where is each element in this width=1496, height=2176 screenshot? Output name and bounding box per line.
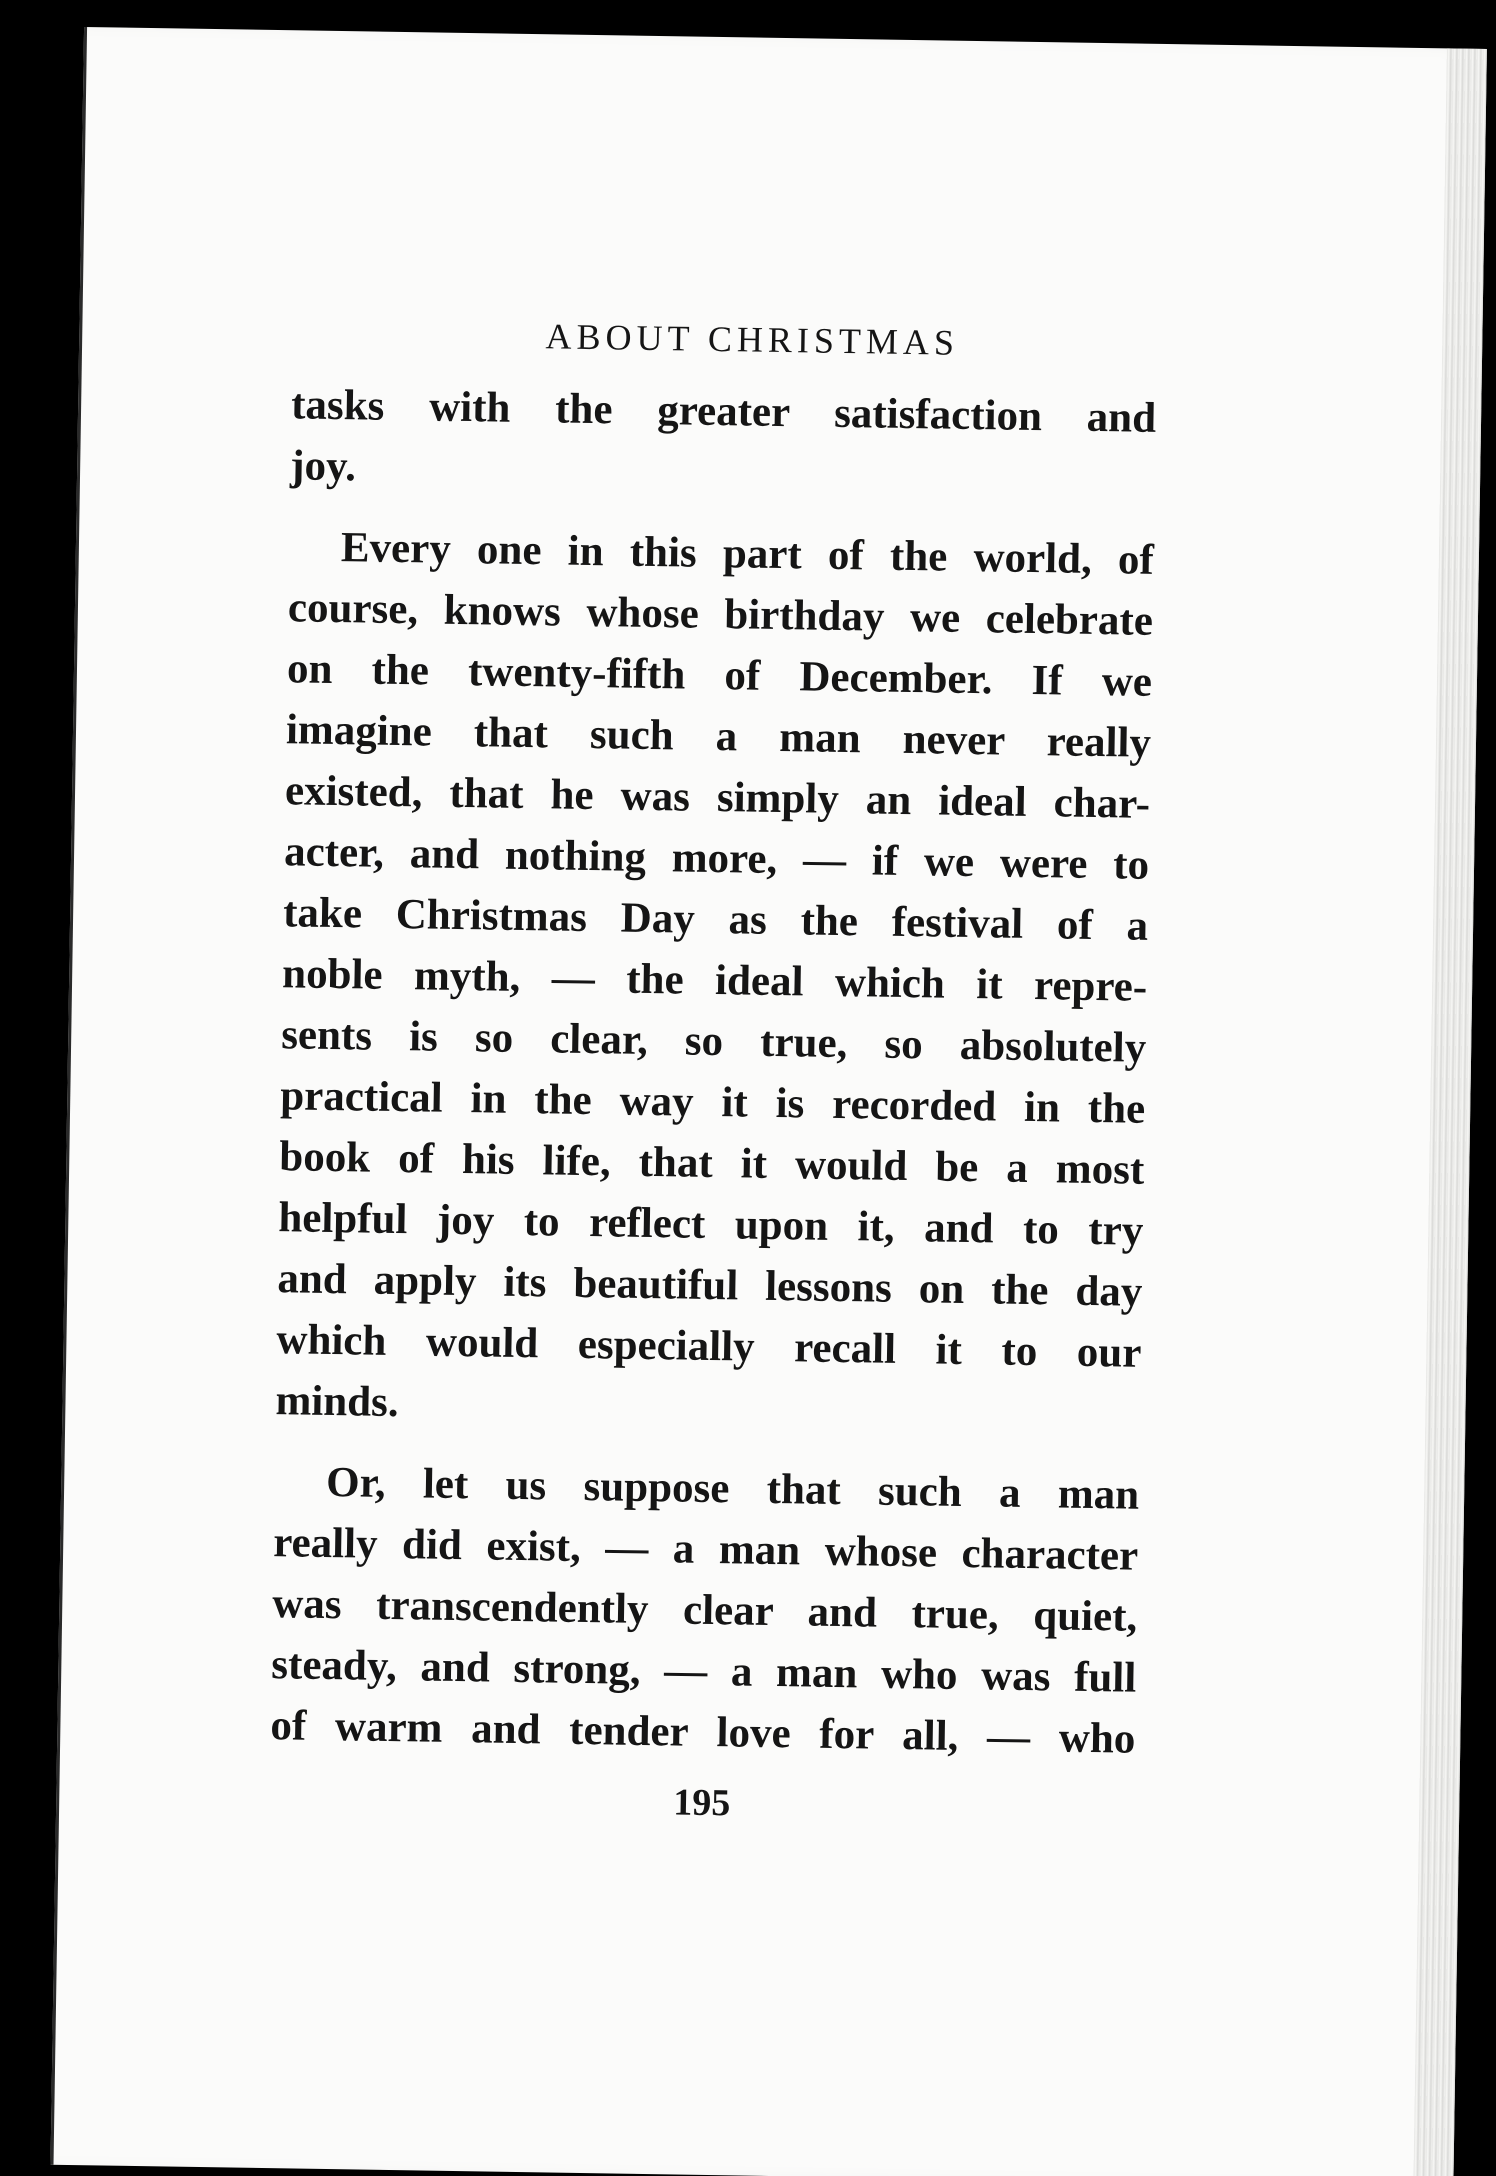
text-line: take Christmas Day as the festival of a bbox=[282, 889, 1149, 950]
text-line: Or, let us suppose that such a man bbox=[325, 1458, 1140, 1519]
paragraph-3 bbox=[270, 1451, 1140, 1770]
text-line: helpful joy to reflect upon it, and to try bbox=[278, 1194, 1144, 1255]
text-line: was transcendently clear and true, quiet, bbox=[271, 1580, 1138, 1641]
text-line: on the twenty-fifth of December. If we bbox=[286, 645, 1153, 706]
page-edge-stack bbox=[1413, 48, 1487, 2176]
text-line: really did exist, — a man whose character bbox=[272, 1519, 1139, 1580]
text-line: Every one in this part of the world, of bbox=[340, 524, 1155, 584]
running-head: ABOUT CHRISTMAS bbox=[545, 316, 960, 363]
text-line: existed, that he was simply an ideal char- bbox=[284, 767, 1151, 828]
paragraph-1 bbox=[290, 374, 1157, 510]
text-line: which would especially recall it to our bbox=[276, 1316, 1142, 1377]
page-number: 195 bbox=[672, 1781, 731, 1825]
text-line: acter, and nothing more, — if we were to bbox=[283, 828, 1150, 889]
text-line: practical in the way it is recorded in the bbox=[279, 1072, 1146, 1133]
text-line: sents is so clear, so true, so absolutely bbox=[280, 1011, 1147, 1072]
paragraph-2 bbox=[275, 516, 1154, 1444]
text-line: course, knows whose birthday we celebrate bbox=[287, 584, 1154, 645]
text-line: book of his life, that it would be a most bbox=[278, 1133, 1145, 1194]
text-line: steady, and strong, — a man who was full bbox=[271, 1641, 1137, 1702]
text-line: joy. bbox=[289, 442, 357, 491]
text-line: imagine that such a man never really bbox=[285, 706, 1152, 767]
text-line: and apply its beautiful lessons on the day bbox=[277, 1255, 1143, 1316]
text-line: tasks with the greater satisfaction and bbox=[290, 381, 1157, 442]
text-line: noble myth, — the ideal which it repre- bbox=[281, 950, 1148, 1011]
text-block bbox=[269, 300, 1158, 1839]
text-line: of warm and tender love for all, — who bbox=[270, 1702, 1136, 1763]
text-line: minds. bbox=[275, 1377, 399, 1427]
page-sheet bbox=[51, 27, 1487, 2176]
